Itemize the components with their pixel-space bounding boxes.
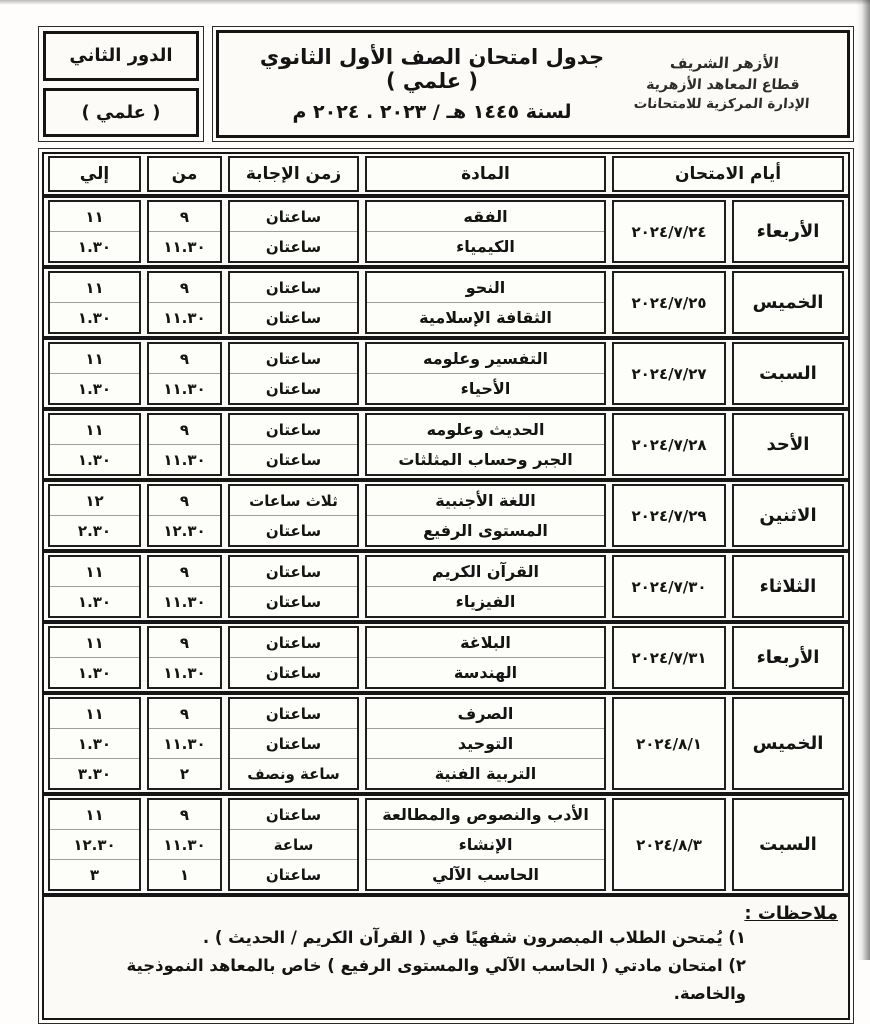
table-header-row (44, 154, 848, 198)
to-cell (48, 271, 141, 334)
subject-cell (365, 798, 606, 891)
subject-value: الحاسب الآلي (367, 859, 604, 889)
subject-value: النحو (465, 278, 506, 297)
day-row (44, 269, 848, 340)
from-value: ٩ (179, 633, 190, 652)
document-page (38, 26, 854, 1004)
subject-value: الأدب والنصوص والمطالعة (382, 805, 589, 824)
duration-value: ساعة (230, 829, 357, 859)
column-header-duration: زمن الإجابة (228, 156, 359, 192)
duration-value: ساعتان (230, 373, 357, 403)
note-item: ١) يُمتحن الطلاب المبصرون شفهيًا في ( القرآن الكريم / الحديث ) . (202, 928, 746, 947)
from-cell (147, 626, 222, 689)
round-box: الدور الثاني (43, 31, 199, 81)
title-panel-inner (216, 30, 850, 138)
subject-value: القرآن الكريم (432, 562, 539, 581)
from-value: ٩ (179, 420, 190, 439)
subject-value: الفقه (463, 207, 508, 226)
column-header-to: إلي (48, 156, 141, 192)
from-value: ١١.٣٠ (149, 586, 220, 616)
from-value: ٩ (179, 562, 190, 581)
to-cell (48, 798, 141, 891)
subject-cell (365, 697, 606, 790)
day-row (44, 695, 848, 796)
subject-value: الكيمياء (367, 231, 604, 261)
exam-schedule-table (44, 154, 848, 897)
duration-cell (228, 697, 359, 790)
to-value: ٢.٣٠ (50, 515, 139, 545)
day-row (44, 340, 848, 411)
duration-cell (228, 555, 359, 618)
duration-value: ساعتان (230, 859, 357, 889)
day-cell: الأربعاء (732, 200, 844, 263)
date-cell: ٢٠٢٤/٧/٣١ (612, 626, 726, 689)
duration-value: ساعتان (230, 231, 357, 261)
column-header-subject: المادة (365, 156, 606, 192)
to-value: ١١ (85, 562, 104, 581)
duration-value: ساعتان (265, 349, 322, 368)
from-value: ١١.٣٠ (149, 657, 220, 687)
day-cell: الأربعاء (732, 626, 844, 689)
main-frame-inner (42, 152, 850, 1020)
date-cell: ٢٠٢٤/٧/٢٧ (612, 342, 726, 405)
azhar-logo (605, 53, 841, 115)
schedule-title-line2: لسنة ١٤٤٥ هـ / ٢٠٢٣ . ٢٠٢٤ م (292, 101, 572, 123)
subject-value: المستوى الرفيع (367, 515, 604, 545)
to-value: ١.٣٠ (50, 728, 139, 758)
day-cell: الخميس (732, 271, 844, 334)
from-cell (147, 200, 222, 263)
duration-cell (228, 626, 359, 689)
subject-value: التربية الفنية (367, 758, 604, 788)
to-value: ٣.٣٠ (50, 758, 139, 788)
duration-value: ساعتان (265, 278, 322, 297)
to-value: ١٢ (85, 491, 104, 510)
date-cell: ٢٠٢٤/٨/٣ (612, 798, 726, 891)
from-value: ١١.٣٠ (149, 231, 220, 261)
to-value: ١١ (85, 633, 104, 652)
day-cell: الخميس (732, 697, 844, 790)
from-value: ٢ (149, 758, 220, 788)
subject-value: الهندسة (367, 657, 604, 687)
column-header-from: من (147, 156, 222, 192)
from-value: ١١.٣٠ (149, 373, 220, 403)
from-value: ٩ (179, 805, 190, 824)
to-value: ٣ (50, 859, 139, 889)
from-cell (147, 342, 222, 405)
subject-value: التفسير وعلومه (423, 349, 548, 368)
day-cell: السبت (732, 798, 844, 891)
to-value: ١.٣٠ (50, 657, 139, 687)
duration-value: ساعتان (230, 728, 357, 758)
subject-cell (365, 626, 606, 689)
to-cell (48, 697, 141, 790)
subject-cell (365, 200, 606, 263)
subject-cell (365, 413, 606, 476)
subject-value: الجبر وحساب المثلثات (367, 444, 604, 474)
to-value: ١.٣٠ (50, 231, 139, 261)
day-row (44, 411, 848, 482)
to-value: ١.٣٠ (50, 373, 139, 403)
subject-cell (365, 484, 606, 547)
schedule-title (227, 45, 607, 123)
to-value: ١١ (85, 805, 104, 824)
subject-cell (365, 271, 606, 334)
from-cell (147, 555, 222, 618)
to-value: ١.٣٠ (50, 302, 139, 332)
duration-value: ساعة ونصف (230, 758, 357, 788)
duration-value: ساعتان (265, 207, 322, 226)
day-cell: الاثنين (732, 484, 844, 547)
main-frame (38, 148, 854, 1024)
from-cell (147, 798, 222, 891)
subject-value: الصرف (457, 704, 514, 723)
day-row (44, 796, 848, 897)
scan-shadow-top (0, 0, 870, 5)
subject-value: البلاغة (460, 633, 511, 652)
duration-value: ساعتان (265, 562, 322, 581)
from-value: ١ (149, 859, 220, 889)
duration-value: ساعتان (230, 302, 357, 332)
notes-section (44, 897, 848, 1018)
to-cell (48, 413, 141, 476)
to-value: ١.٣٠ (50, 444, 139, 474)
subject-value: الأحياء (367, 373, 604, 403)
date-cell: ٢٠٢٤/٧/٢٥ (612, 271, 726, 334)
from-value: ٩ (179, 207, 190, 226)
day-row (44, 553, 848, 624)
subject-value: الإنشاء (367, 829, 604, 859)
duration-value: ساعتان (230, 444, 357, 474)
duration-value: ثلاث ساعات (249, 491, 338, 510)
title-panel (212, 26, 854, 142)
org-line-3: الإدارة المركزية للامتحانات (633, 96, 811, 113)
from-value: ١١.٣٠ (149, 444, 220, 474)
notes-title: ملاحظات : (744, 903, 838, 924)
scan-shadow-right (856, 0, 870, 960)
subject-value: الفيزياء (367, 586, 604, 616)
date-cell: ٢٠٢٤/٧/٢٨ (612, 413, 726, 476)
duration-cell (228, 342, 359, 405)
from-value: ١١.٣٠ (149, 302, 220, 332)
schedule-title-line1: جدول امتحان الصف الأول الثانوي ( علمي ) (259, 45, 605, 93)
date-cell: ٢٠٢٤/٧/٢٤ (612, 200, 726, 263)
round-track-panel (38, 26, 204, 142)
date-cell: ٢٠٢٤/٨/١ (612, 697, 726, 790)
from-cell (147, 413, 222, 476)
document-header (38, 26, 854, 142)
from-cell (147, 271, 222, 334)
duration-cell (228, 271, 359, 334)
day-row (44, 624, 848, 695)
duration-value: ساعتان (265, 805, 322, 824)
to-cell (48, 484, 141, 547)
from-value: ١١.٣٠ (149, 829, 220, 859)
note-item: ٢) امتحان مادتي ( الحاسب الآلي والمستوى الرفيع ) خاص بالمعاهد النموذجية والخاصة. (126, 956, 746, 1004)
day-row (44, 198, 848, 269)
from-value: ٩ (179, 278, 190, 297)
notes-list (54, 924, 838, 1008)
date-cell: ٢٠٢٤/٧/٢٩ (612, 484, 726, 547)
to-value: ١١ (85, 349, 104, 368)
duration-cell (228, 200, 359, 263)
from-value: ٩ (179, 491, 190, 510)
duration-value: ساعتان (265, 633, 322, 652)
duration-cell (228, 798, 359, 891)
from-cell (147, 697, 222, 790)
day-cell: الثلاثاء (732, 555, 844, 618)
to-cell (48, 200, 141, 263)
subject-value: الثقافة الإسلامية (367, 302, 604, 332)
to-value: ١١ (85, 278, 104, 297)
duration-value: ساعتان (265, 704, 322, 723)
column-header-days: أيام الامتحان (612, 156, 844, 192)
to-value: ١١ (85, 704, 104, 723)
subject-value: التوحيد (367, 728, 604, 758)
day-cell: السبت (732, 342, 844, 405)
from-value: ١١.٣٠ (149, 728, 220, 758)
track-box: ( علمي ) (43, 88, 199, 138)
subject-value: الحديث وعلومه (426, 420, 545, 439)
subject-value: اللغة الأجنبية (435, 491, 536, 510)
to-value: ١٢.٣٠ (50, 829, 139, 859)
from-value: ٩ (179, 349, 190, 368)
to-cell (48, 342, 141, 405)
duration-value: ساعتان (265, 420, 322, 439)
from-value: ٩ (179, 704, 190, 723)
duration-value: ساعتان (230, 515, 357, 545)
from-cell (147, 484, 222, 547)
to-cell (48, 626, 141, 689)
day-row (44, 482, 848, 553)
subject-cell (365, 342, 606, 405)
to-value: ١١ (85, 420, 104, 439)
to-cell (48, 555, 141, 618)
subject-cell (365, 555, 606, 618)
day-cell: الأحد (732, 413, 844, 476)
duration-cell (228, 484, 359, 547)
org-line-2: قطاع المعاهد الأزهرية (645, 76, 801, 93)
to-value: ١.٣٠ (50, 586, 139, 616)
org-line-1: الأزهر الشريف (669, 54, 780, 73)
date-cell: ٢٠٢٤/٧/٣٠ (612, 555, 726, 618)
duration-cell (228, 413, 359, 476)
duration-value: ساعتان (230, 657, 357, 687)
to-value: ١١ (85, 207, 104, 226)
from-value: ١٢.٣٠ (149, 515, 220, 545)
duration-value: ساعتان (230, 586, 357, 616)
